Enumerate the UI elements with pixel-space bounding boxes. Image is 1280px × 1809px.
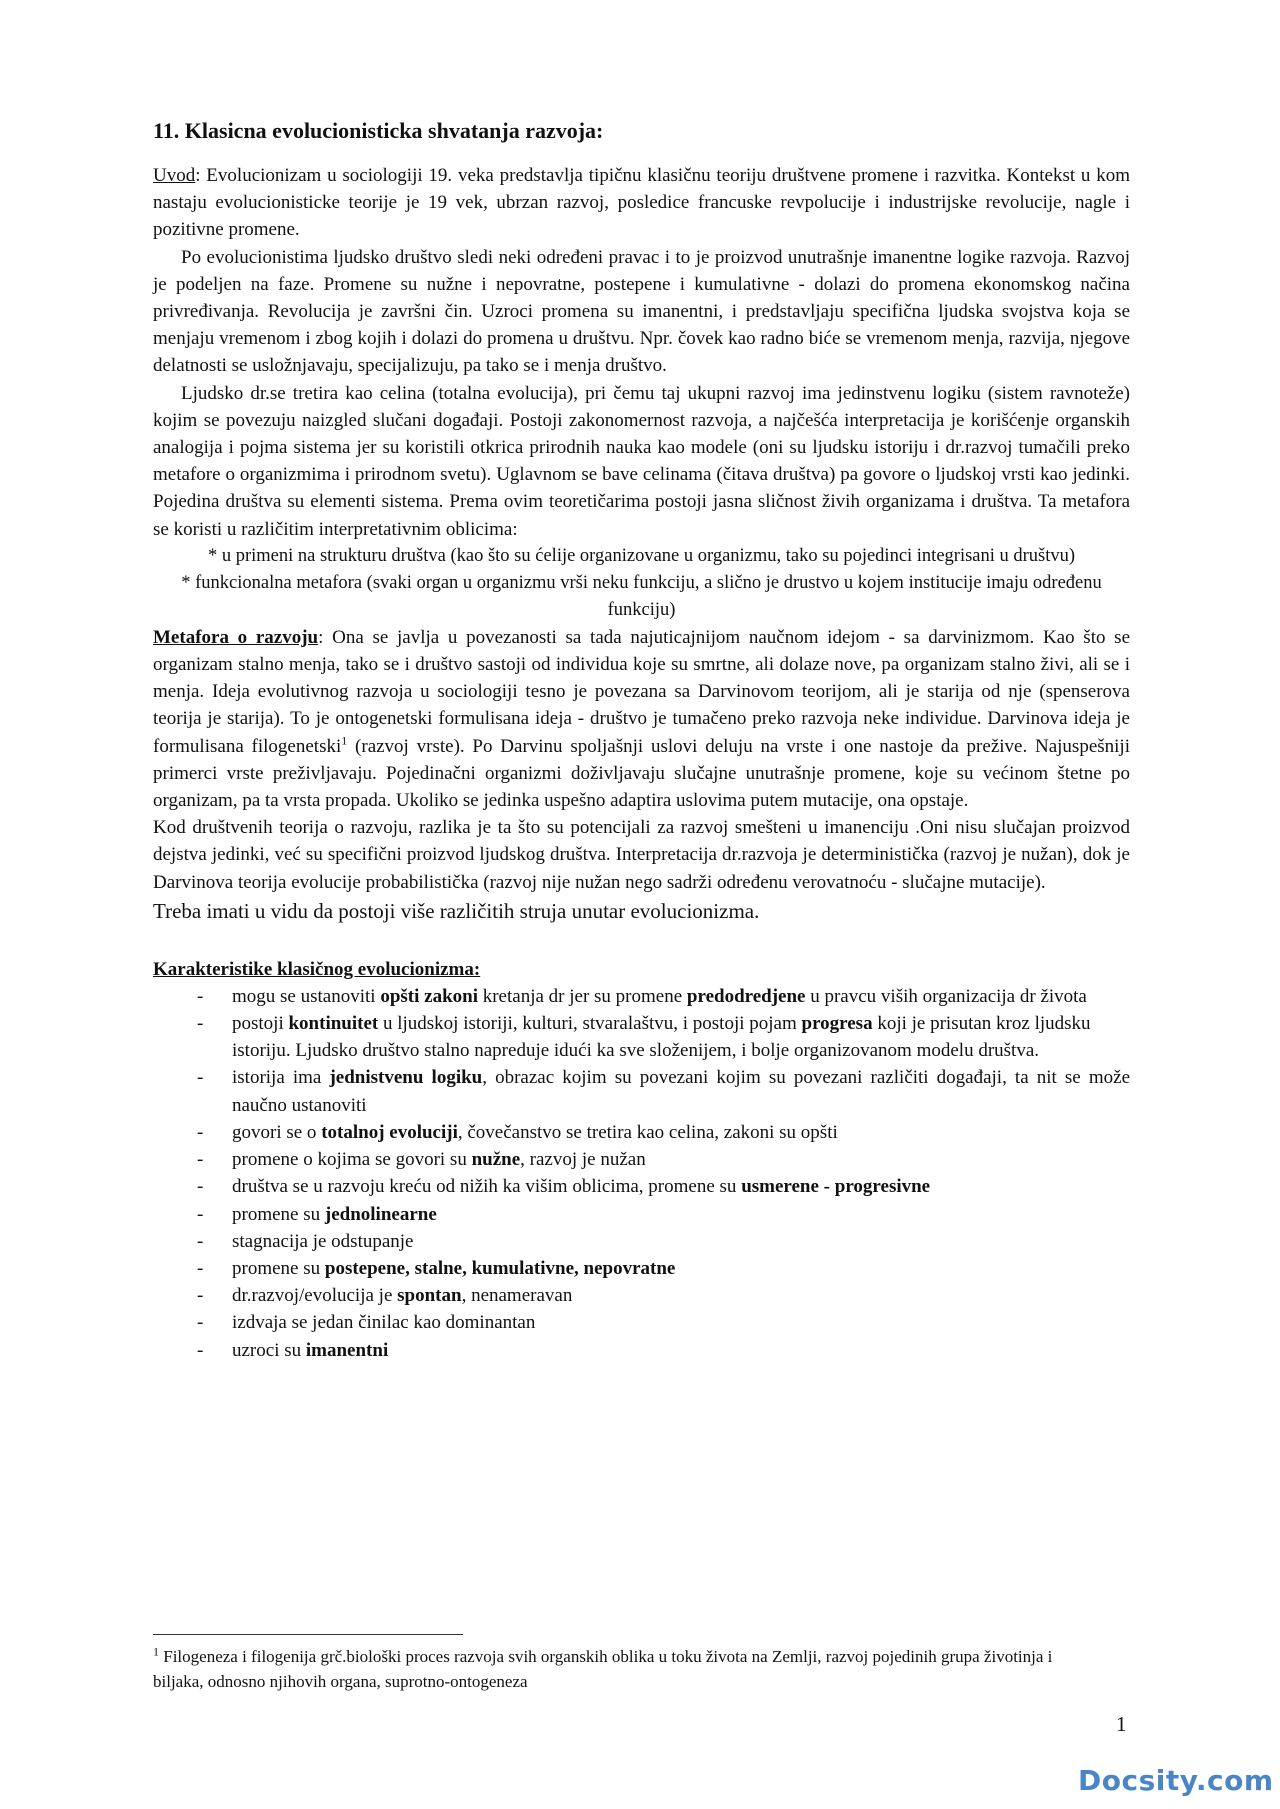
list-dash: - [197,1013,204,1035]
document-body [153,118,1130,1364]
metafora-text-b: (razvoj vrste). Po Darvinu spoljašnji uslovi deluju na vrste i one nastoje da prežive. Najuspešniji primerci vrste preživljavaju. Pojedinačni organizmi doživljavaju slučajne unutrašnje promene, koje su većinom štetne po organizam, pa ta vrsta propada. Ukoliko se jedinka uspešno adaptira uslovima putem mutacije, ona opstaje. [153,735,1130,812]
list-dash: - [197,1203,204,1225]
paragraph-society-whole: Ljudsko dr.se tretira kao celina (totalna evolucija), pri čemu taj ukupni razvoj ima jedinstvenu logiku (sistem ravnoteže) kojim se povezuju naizgled slučani događaji. Postoji zakonomernost razvoja, a najčešća interpretacija je korišćenje organskih analogija i pojma sistema jer su koristili otkrica prirodnih nauka kao modele (oni su ljudsku istoriju i dr.razvoj tumačili preko metafore o organizmima i prirodnom svetu). Uglavnom se bave celinama (čitava društva) pa govore o ljudskoj vrsti kao jedinki. Pojedina društva su elementi sistema. Prema ovim teoretičarima postoji jasna sličnost živih organizama i društva. Ta metafora se koristi u različitim interpretativnim oblicima: [153,382,1130,540]
paragraph-evolutionists: Po evolucionistima ljudsko društvo sledi neki određeni pravac i to je proizvod unutrašnje imanentne logike razvoja. Razvoj je podeljen na faze. Promene su nužne i nepovratne, postepene i kumulativne - dolazi do promena ekonomskog načina privređivanja. Revolucija je završni čin. Uzroci promena su imanentni, i predstavljaju specifična ljudska svojstva koja se menjaju vremenom i zbog kojih i dolazi do promena u društvu. Npr. čovek kao radno biće se vremenom menja, razvija, njegove delatnosti se usložnjavaju, specijalizuju, pa tako se i menja društvo. [153,246,1130,377]
list-dash: - [197,1149,204,1171]
section-heading: Karakteristike klasičnog evolucionizma: [153,958,481,980]
list-item: - dr.razvoj/evolucija je spontan, nenameravan [153,1282,1130,1309]
list-dash: - [197,1339,204,1361]
list-dash: - [197,1121,204,1143]
list-item: - istorija ima jednistvenu logiku, obrazac kojim su povezani kojim su povezani različiti događaji, ta nit se može naučno ustanoviti [153,1064,1130,1118]
footnote-number: 1 [153,1644,159,1659]
page-number: 1 [1116,1712,1127,1736]
list-dash: - [197,1230,204,1252]
intro-paragraph [153,162,1130,244]
list-dash: - [197,1285,204,1307]
list-item: - promene su postepene, stalne, kumulativne, nepovratne [153,1255,1130,1282]
list-item: - izdvaja se jedan činilac kao dominantan [153,1309,1130,1336]
list-item: - promene o kojima se govori su nužne, razvoj je nužan [153,1146,1130,1173]
footnote [153,1644,1093,1694]
footnote-divider [153,1634,463,1635]
uvod-label: Uvod [153,165,196,186]
document-title: 11. Klasicna evolucionisticka shvatanja razvoja: [153,118,604,143]
list-dash: - [197,1312,204,1334]
list-item: - mogu se ustanoviti opšti zakoni kretanja dr jer su promene predodredjene u pravcu viših organizacija dr života [153,983,1130,1010]
centered-note-structure: * u primeni na strukturu društva (kao što su ćelije organizovane u organizmu, tako su pojedinci integrisani u društvu) [207,545,1076,566]
characteristics-list [153,983,1130,1364]
docsity-watermark: Docsity.com [1078,1764,1274,1797]
centered-note-functional: * funkcionalna metafora (svaki organ u organizmu vrši neku funkciju, a slično je drustvo u kojem institucije imaju određenu funkciju) [181,572,1102,620]
paragraph-social-theories: Kod društvenih teorija o razvoju, razlika je ta što su potencijali za razvoj smešteni u imanenciju .Oni nisu slučajan proizvod dejstva jedinki, već su specifični proizvod ljudskog društva. Interpretacija dr.razvoja je deterministička (razvoj je nužan), dok je Darvinova teorija evolucije probabilistička (razvoj nije nužan nego sadrži određenu verovatnoću - slučajne mutacije). [153,817,1130,893]
list-item: - stagnacija je odstupanje [153,1228,1130,1255]
paragraph-currents: Treba imati u vidu da postoji više različitih struja unutar evolucionizma. [153,898,760,923]
list-item: - uzroci su imanentni [153,1337,1130,1364]
footnote-reference: 1 [341,733,348,748]
list-item: - promene su jednolinearne [153,1201,1130,1228]
list-item: - govori se o totalnoj evoluciji, čovečanstvo se tretira kao celina, zakoni su opšti [153,1119,1130,1146]
list-item: - postoji kontinuitet u ljudskoj istoriji, kulturi, stvaralaštvu, i postoji pojam progresa koji je prisutan kroz ljudsku istoriju. Ljudsko društvo stalno napreduje idući ka sve složenijem, i bolje organizovanom modelu društva. [153,1010,1130,1064]
metafora-text-a: : Ona se javlja u povezanosti sa tada najuticajnijom naučnom idejom - sa darvinizmom. Kao što se organizam stalno menja, tako se i društvo sastoji od individua koje su smrtne, ali dolaze nove, pa organizam stalno živi, ali se i menja. Ideja evolutivnog razvoja u sociologiji tesno je povezana sa Darvinovom teorijom, ali je starija od nje (spenserova teorija je starija). To je ontogenetski formulisana ideja - društvo je tumačeno preko razvoja neke individue. Darvinova ideja je formulisana filogenetski [153,626,1131,757]
uvod-text: : Evolucionizam u sociologiji 19. veka predstavlja tipičnu klasičnu teoriju društvene promene i razvitka. Kontekst u kom nastaju evolucionisticke teorije je 19 vek, ubrzan razvoj, posledice francuske revpolucije i industrijske revolucije, nagle i pozitivne promene. [153,165,1130,241]
list-dash: - [197,1257,204,1279]
list-dash: - [197,1067,204,1089]
metafora-label: Metafora o razvoju [153,626,319,648]
footnote-text: Filogeneza i filogenija grč.biološki proces razvoja svih organskih oblika u toku života na Zemlji, razvoj pojedinih grupa životinja i biljaka, odnosno njihovih organa, suprotno-ontogeneza [153,1647,1053,1691]
list-dash: - [197,985,204,1007]
paragraph-metaphor [153,624,1130,814]
list-item: - društva se u razvoju kreću od nižih ka višim oblicima, promene su usmerene - progresivne [153,1173,1130,1200]
list-dash: - [197,1176,204,1198]
